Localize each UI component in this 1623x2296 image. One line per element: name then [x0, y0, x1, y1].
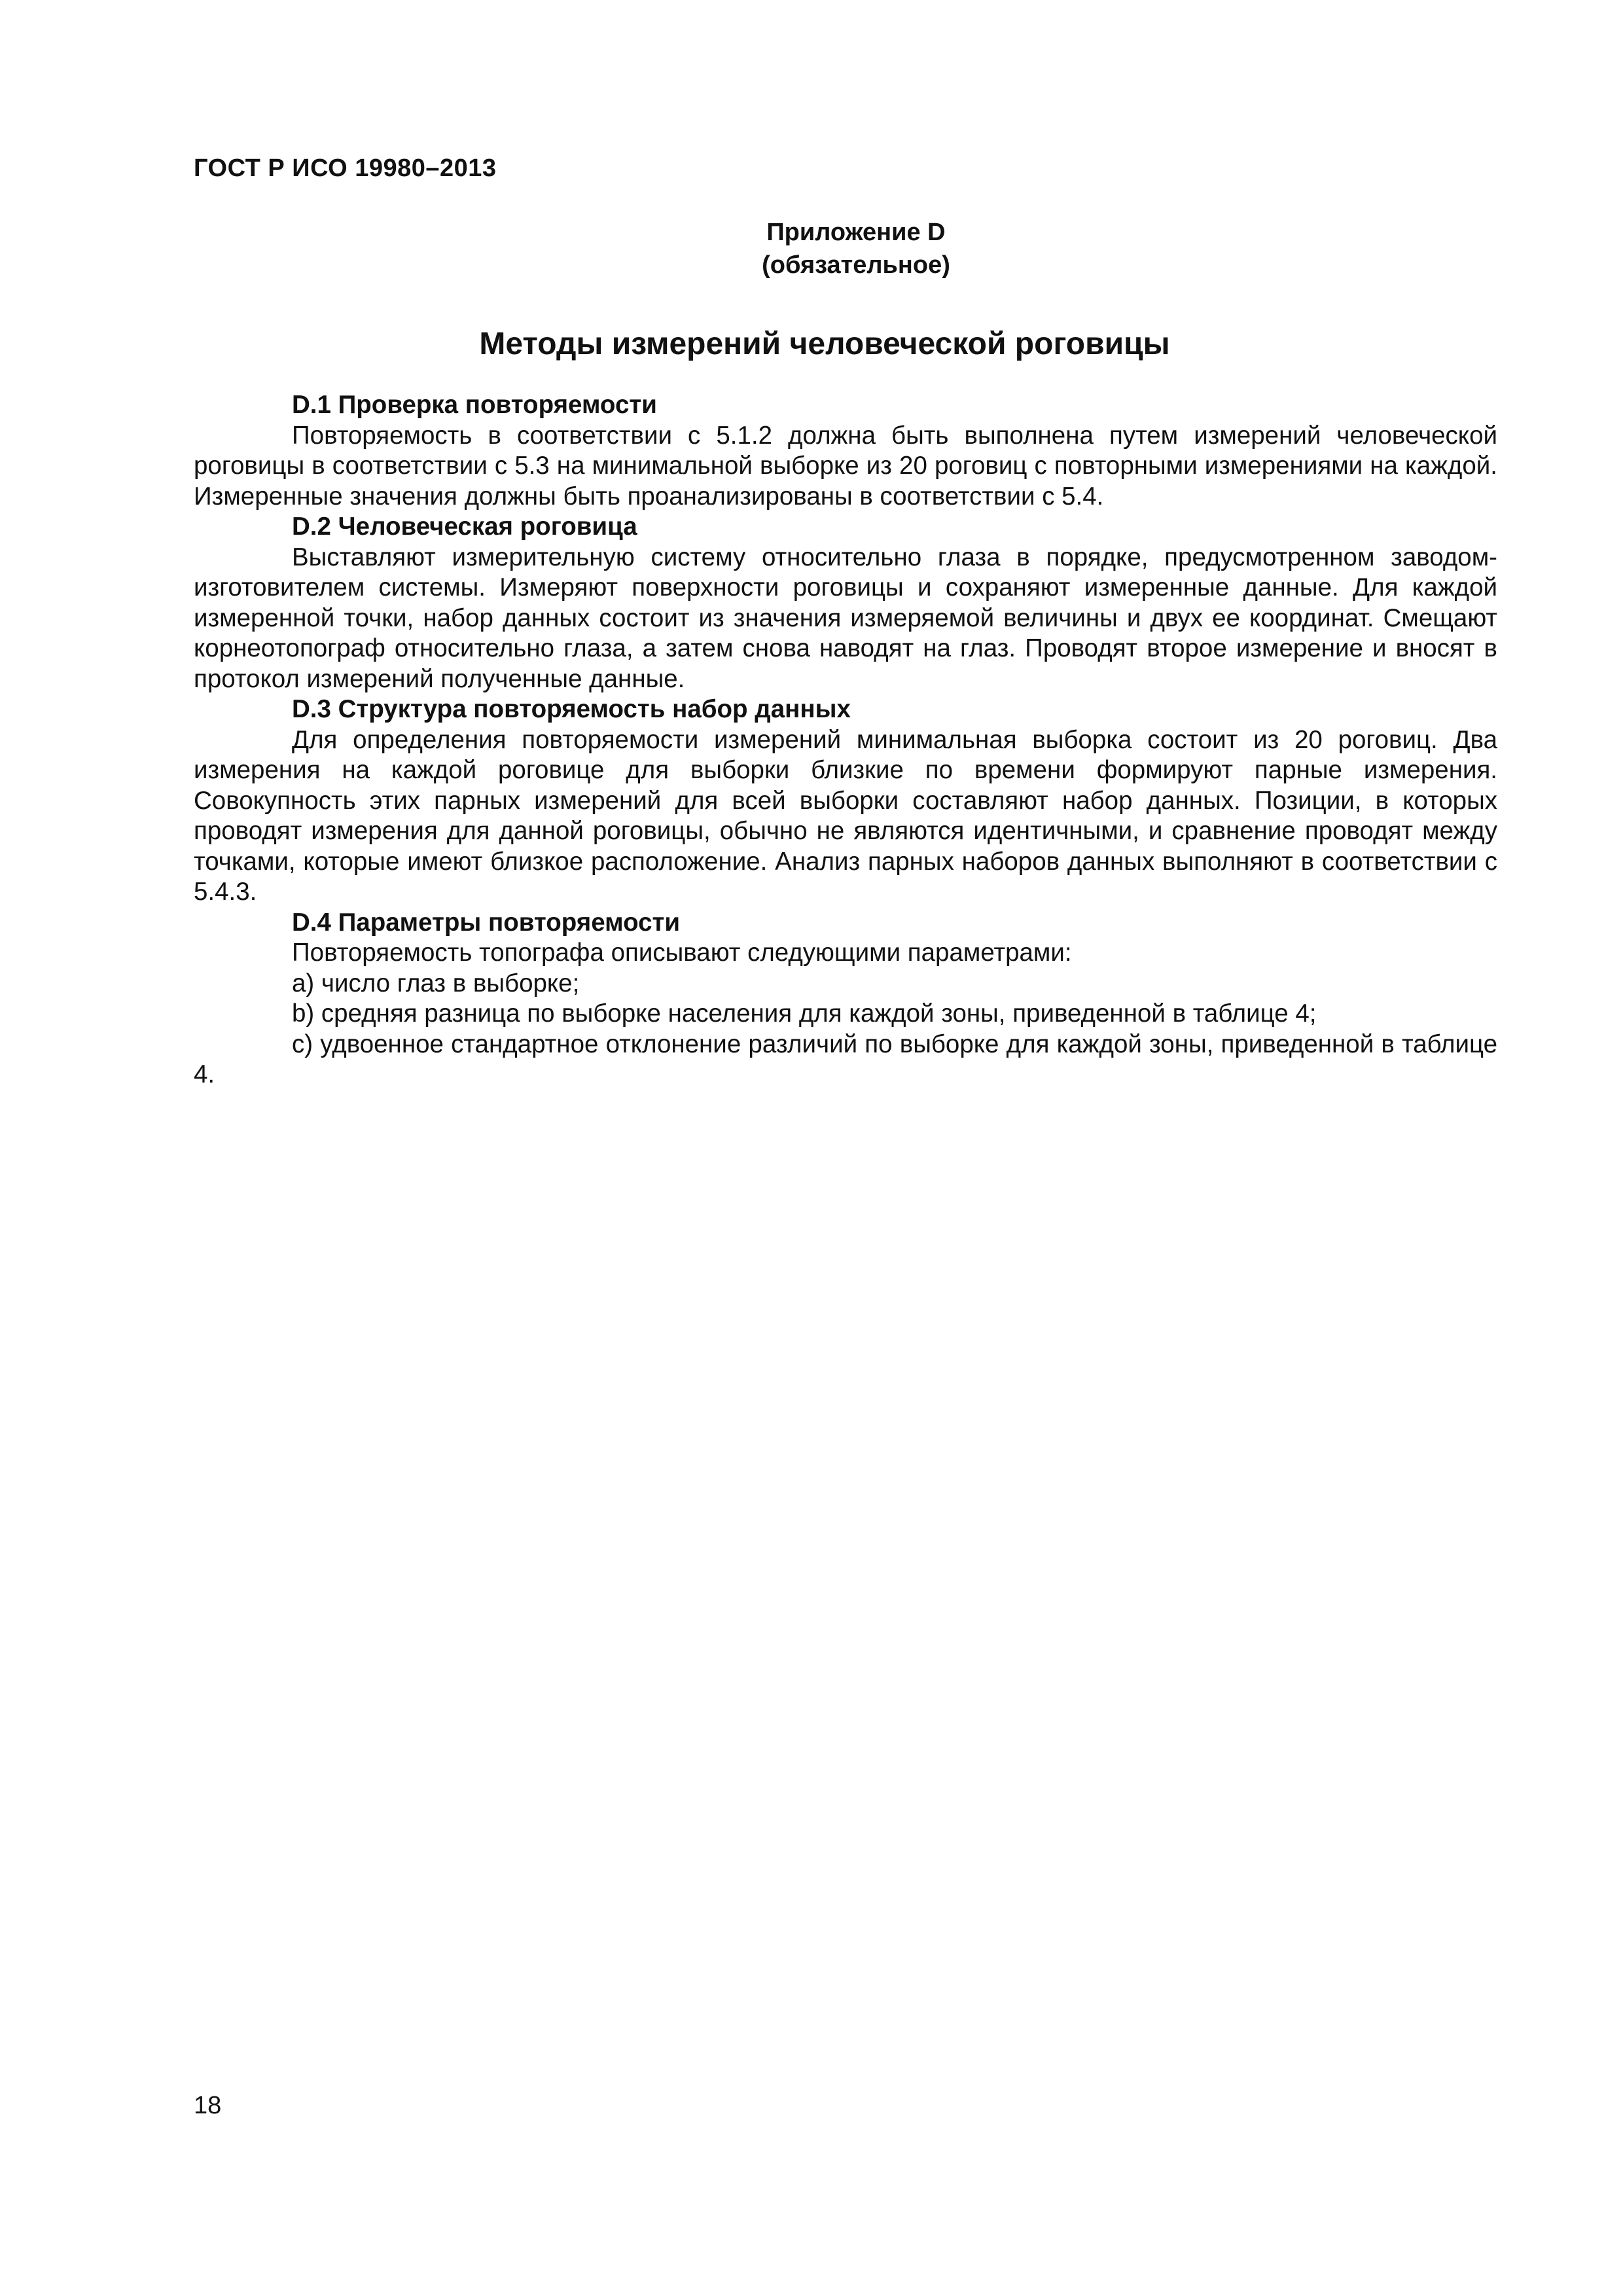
annex-label: Приложение D — [766, 219, 946, 246]
list-item-a: а) число глаз в выборке; — [292, 969, 580, 997]
section-paragraph-d4: Повторяемость топографа описывают следующими параметрами: — [292, 939, 1072, 967]
section-paragraph-d3: Для определения повторяемости измерений минимальная выборка состоит из 20 роговиц. Два измерения на каждой роговице для выборки близкие по времени формируют парные измерения. Совокупность этих парных измерений для всей выборки составляют набор данных. Позиции, в которых проводят измерения для данной роговицы, обычно не являются идентичными, и сравнение проводят между точками, которые имеют близкое расположение. Анализ парных наборов данных выполняют в соответствии с 5.4.3. — [194, 725, 1497, 906]
document-body — [194, 390, 1497, 1090]
section-heading-d2: D.2 Человеческая роговица — [292, 512, 637, 541]
annex-heading — [0, 216, 1623, 281]
section-heading-d3: D.3 Структура повторяемость набор данных — [292, 695, 851, 723]
section-paragraph-d2: Выставляют измерительную систему относительно глаза в порядке, предусмотренном заводом-изготовителем системы. Измеряют поверхности роговицы и сохраняют измеренные данные. Для каждой измеренной точки, набор данных состоит из значения измеряемой величины и двух ее координат. Смещают корнеотопограф относительно глаза, а затем снова наводят на глаз. Проводят второе измерение и вносят в протокол измерений полученные данные. — [194, 543, 1497, 693]
section-heading-d4: D.4 Параметры повторяемости — [292, 908, 681, 937]
page-title — [0, 325, 1623, 364]
section-paragraph-d1: Повторяемость в соответствии с 5.1.2 должна быть выполнена путем измерений человеческой роговицы в соответствии с 5.3 на минимальной выборке из 20 роговиц с повторными измерениями на каждой. Измеренные значения должны быть проанализированы в соответствии с 5.4. — [194, 421, 1497, 511]
annex-status: (обязательное) — [762, 251, 950, 279]
page-title-text: Методы измерений человеческой роговицы — [479, 327, 1170, 361]
section-heading-d1: D.1 Проверка повторяемости — [292, 391, 657, 419]
document-code: ГОСТ Р ИСО 19980–2013 — [194, 154, 497, 182]
list-item-b: b) средняя разница по выборке населения для каждой зоны, приведенной в таблице 4; — [292, 999, 1317, 1028]
list-item-c: c) удвоенное стандартное отклонение различий по выборке для каждой зоны, приведенной в таблице 4. — [194, 1030, 1497, 1088]
page-number: 18 — [194, 2092, 222, 2119]
